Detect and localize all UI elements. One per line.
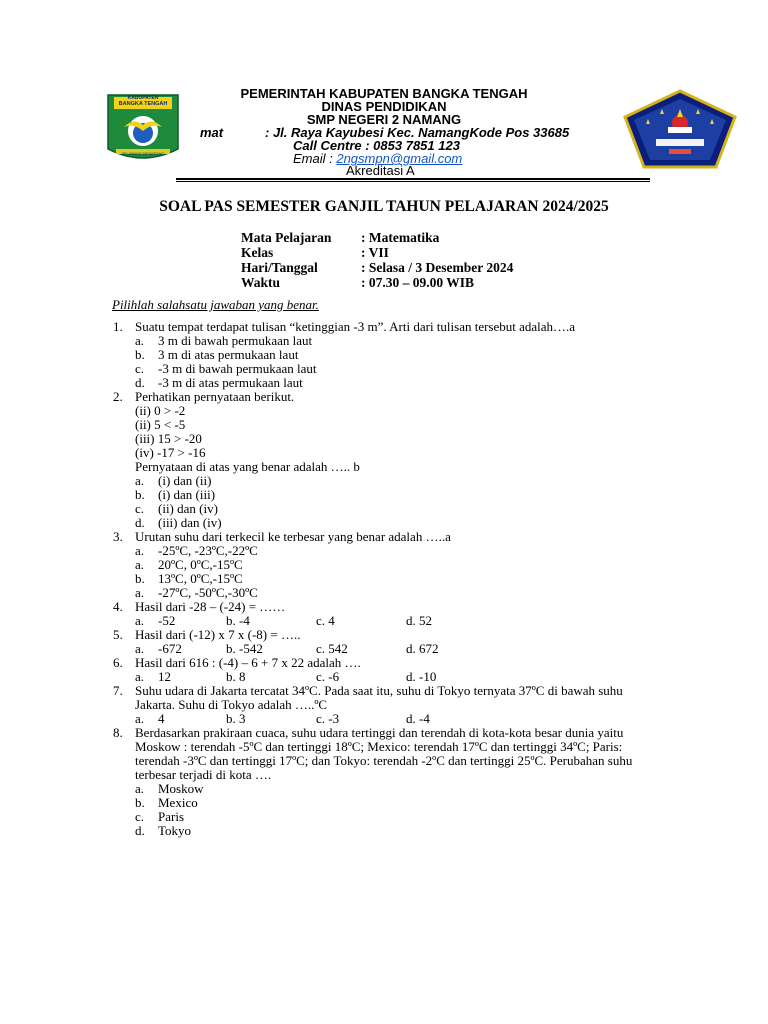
statement: (iv) -17 > -16: [135, 445, 206, 460]
option-a: 12: [158, 669, 171, 684]
option-b: b. -4: [226, 613, 250, 628]
option-text: 20ºC, 0ºC,-15ºC: [158, 557, 243, 572]
option-text: Paris: [158, 809, 184, 824]
email-link[interactable]: 2ngsmpn@gmail.com: [336, 151, 463, 166]
question-number: 2.: [113, 389, 123, 404]
info-label: Hari/Tanggal: [241, 260, 318, 275]
question-text: Hasil dari -28 – (-24) = ……: [135, 599, 286, 614]
info-value: : VII: [361, 245, 389, 260]
option-text: 3 m di atas permukaan laut: [158, 347, 299, 362]
question-number: 1.: [113, 319, 123, 334]
info-label: Waktu: [241, 275, 281, 290]
option-text: 13ºC, 0ºC,-15ºC: [158, 571, 243, 586]
question-text: Perhatikan pernyataan berikut.: [135, 389, 295, 404]
address-label: mat: [200, 125, 224, 140]
info-value: : 07.30 – 09.00 WIB: [361, 275, 475, 290]
instruction: Pilihlah salahsatu jawaban yang benar.: [112, 297, 319, 312]
email-label: Email :: [293, 151, 337, 166]
question-text: Suatu tempat terdapat tulisan “ketinggian -3 m”. Arti dari tulisan tersebut adalah….a: [135, 319, 576, 334]
option-b: b. -542: [226, 641, 263, 656]
department-name: DINAS PENDIDIKAN: [321, 99, 447, 114]
question-text: Hasil dari 616 : (-4) – 6 + 7 x 22 adalah ….: [135, 655, 361, 670]
option-letter: a.: [135, 641, 145, 656]
option-d: d. 52: [406, 613, 432, 628]
info-label: Kelas: [241, 245, 274, 260]
address: : Jl. Raya Kayubesi Kec. NamangKode Pos 33685: [265, 125, 570, 140]
option-letter: a.: [135, 781, 145, 796]
option-text: (i) dan (iii): [158, 487, 216, 502]
accreditation: Akreditasi A: [346, 163, 415, 178]
option-d: d. -10: [406, 669, 437, 684]
question-text-continued: Jakarta. Suhu di Tokyo adalah …..ºC: [135, 697, 328, 712]
option-d: d. -4: [406, 711, 430, 726]
option-letter: c.: [135, 361, 145, 376]
option-text: Moskow: [158, 781, 204, 796]
option-c: c. 542: [316, 641, 348, 656]
option-letter: c.: [135, 501, 145, 516]
info-label: Mata Pelajaran: [241, 230, 332, 245]
school-name: SMP NEGERI 2 NAMANG: [306, 112, 462, 127]
left-logo-text-top: KABUPATEN: [127, 95, 159, 101]
option-c: c. 4: [316, 613, 335, 628]
option-text: -25ºC, -23ºC,-22ºC: [158, 543, 258, 558]
question-number: 7.: [113, 683, 123, 698]
left-logo-text-bottom: SELAWANG SEGANTANG: [121, 152, 165, 156]
question-number: 5.: [113, 627, 123, 642]
statement: (ii) 5 < -5: [135, 417, 186, 432]
question-prompt: Pernyataan di atas yang benar adalah ….. b: [135, 459, 360, 474]
option-b: b. 8: [226, 669, 246, 684]
question-text: Berdasarkan prakiraan cuaca, suhu udara tertinggi dan terendah di kota-kota besar dunia yaitu: [135, 725, 624, 740]
option-letter: d.: [135, 823, 145, 838]
statement: (iii) 15 > -20: [135, 431, 202, 446]
option-text: -27ºC, -50ºC,-30ºC: [158, 585, 258, 600]
statement: (ii) 0 > -2: [135, 403, 186, 418]
option-text: -3 m di bawah permukaan laut: [158, 361, 317, 376]
question-text: Hasil dari (-12) x 7 x (-8) = …..: [135, 627, 301, 642]
government-name: PEMERINTAH KABUPATEN BANGKA TENGAH: [240, 86, 528, 101]
option-b: b. 3: [226, 711, 246, 726]
option-a: -672: [158, 641, 182, 656]
option-letter: a.: [135, 473, 145, 488]
call-centre: Call Centre : 0853 7851 123: [293, 138, 460, 153]
option-c: c. -6: [316, 669, 340, 684]
question-text-continued: terendah -3ºC dan tertinggi 17ºC; dan Tokyo: terendah -2ºC dan tertinggi 25ºC. Perubahan suhu: [135, 753, 633, 768]
info-value: : Matematika: [361, 230, 440, 245]
question-text: Urutan suhu dari terkecil ke terbesar yang benar adalah …..a: [135, 529, 451, 544]
option-a: -52: [158, 613, 176, 628]
left-logo-text-mid: BANGKA TENGAH: [118, 101, 168, 107]
question-text: Suhu udara di Jakarta tercatat 34ºC. Pada saat itu, suhu di Tokyo ternyata 37ºC di bawah suhu: [135, 683, 623, 698]
option-text: Mexico: [158, 795, 198, 810]
option-letter: b.: [135, 487, 145, 502]
option-letter: a.: [135, 711, 145, 726]
option-text: (iii) dan (iv): [158, 515, 222, 530]
question-text-continued: terbesar terjadi di kota ….: [135, 767, 272, 782]
question-number: 3.: [113, 529, 123, 544]
option-text: 3 m di bawah permukaan laut: [158, 333, 313, 348]
option-text: -3 m di atas permukaan laut: [158, 375, 303, 390]
option-d: d. 672: [406, 641, 439, 656]
option-c: c. -3: [316, 711, 340, 726]
option-letter: a.: [135, 333, 145, 348]
option-letter: c.: [135, 809, 145, 824]
option-letter: d.: [135, 515, 145, 530]
info-value: : Selasa / 3 Desember 2024: [361, 260, 514, 275]
option-letter: b.: [135, 795, 145, 810]
question-text-continued: Moskow : terendah -5ºC dan tertinggi 18ºC; Mexico: terendah 17ºC dan tertinggi 34ºC; Paris:: [135, 739, 623, 754]
option-letter: b.: [135, 347, 145, 362]
option-letter: a.: [135, 585, 145, 600]
option-text: Tokyo: [158, 823, 192, 838]
option-text: (i) dan (ii): [158, 473, 212, 488]
option-letter: a.: [135, 613, 145, 628]
option-letter: a.: [135, 557, 145, 572]
option-a: 4: [158, 711, 165, 726]
option-letter: b.: [135, 571, 145, 586]
question-number: 4.: [113, 599, 123, 614]
option-letter: d.: [135, 375, 145, 390]
option-letter: a.: [135, 669, 145, 684]
option-letter: a.: [135, 543, 145, 558]
option-text: (ii) dan (iv): [158, 501, 218, 516]
question-number: 8.: [113, 725, 123, 740]
exam-title: SOAL PAS SEMESTER GANJIL TAHUN PELAJARAN 2024/2025: [159, 198, 609, 215]
question-number: 6.: [113, 655, 123, 670]
